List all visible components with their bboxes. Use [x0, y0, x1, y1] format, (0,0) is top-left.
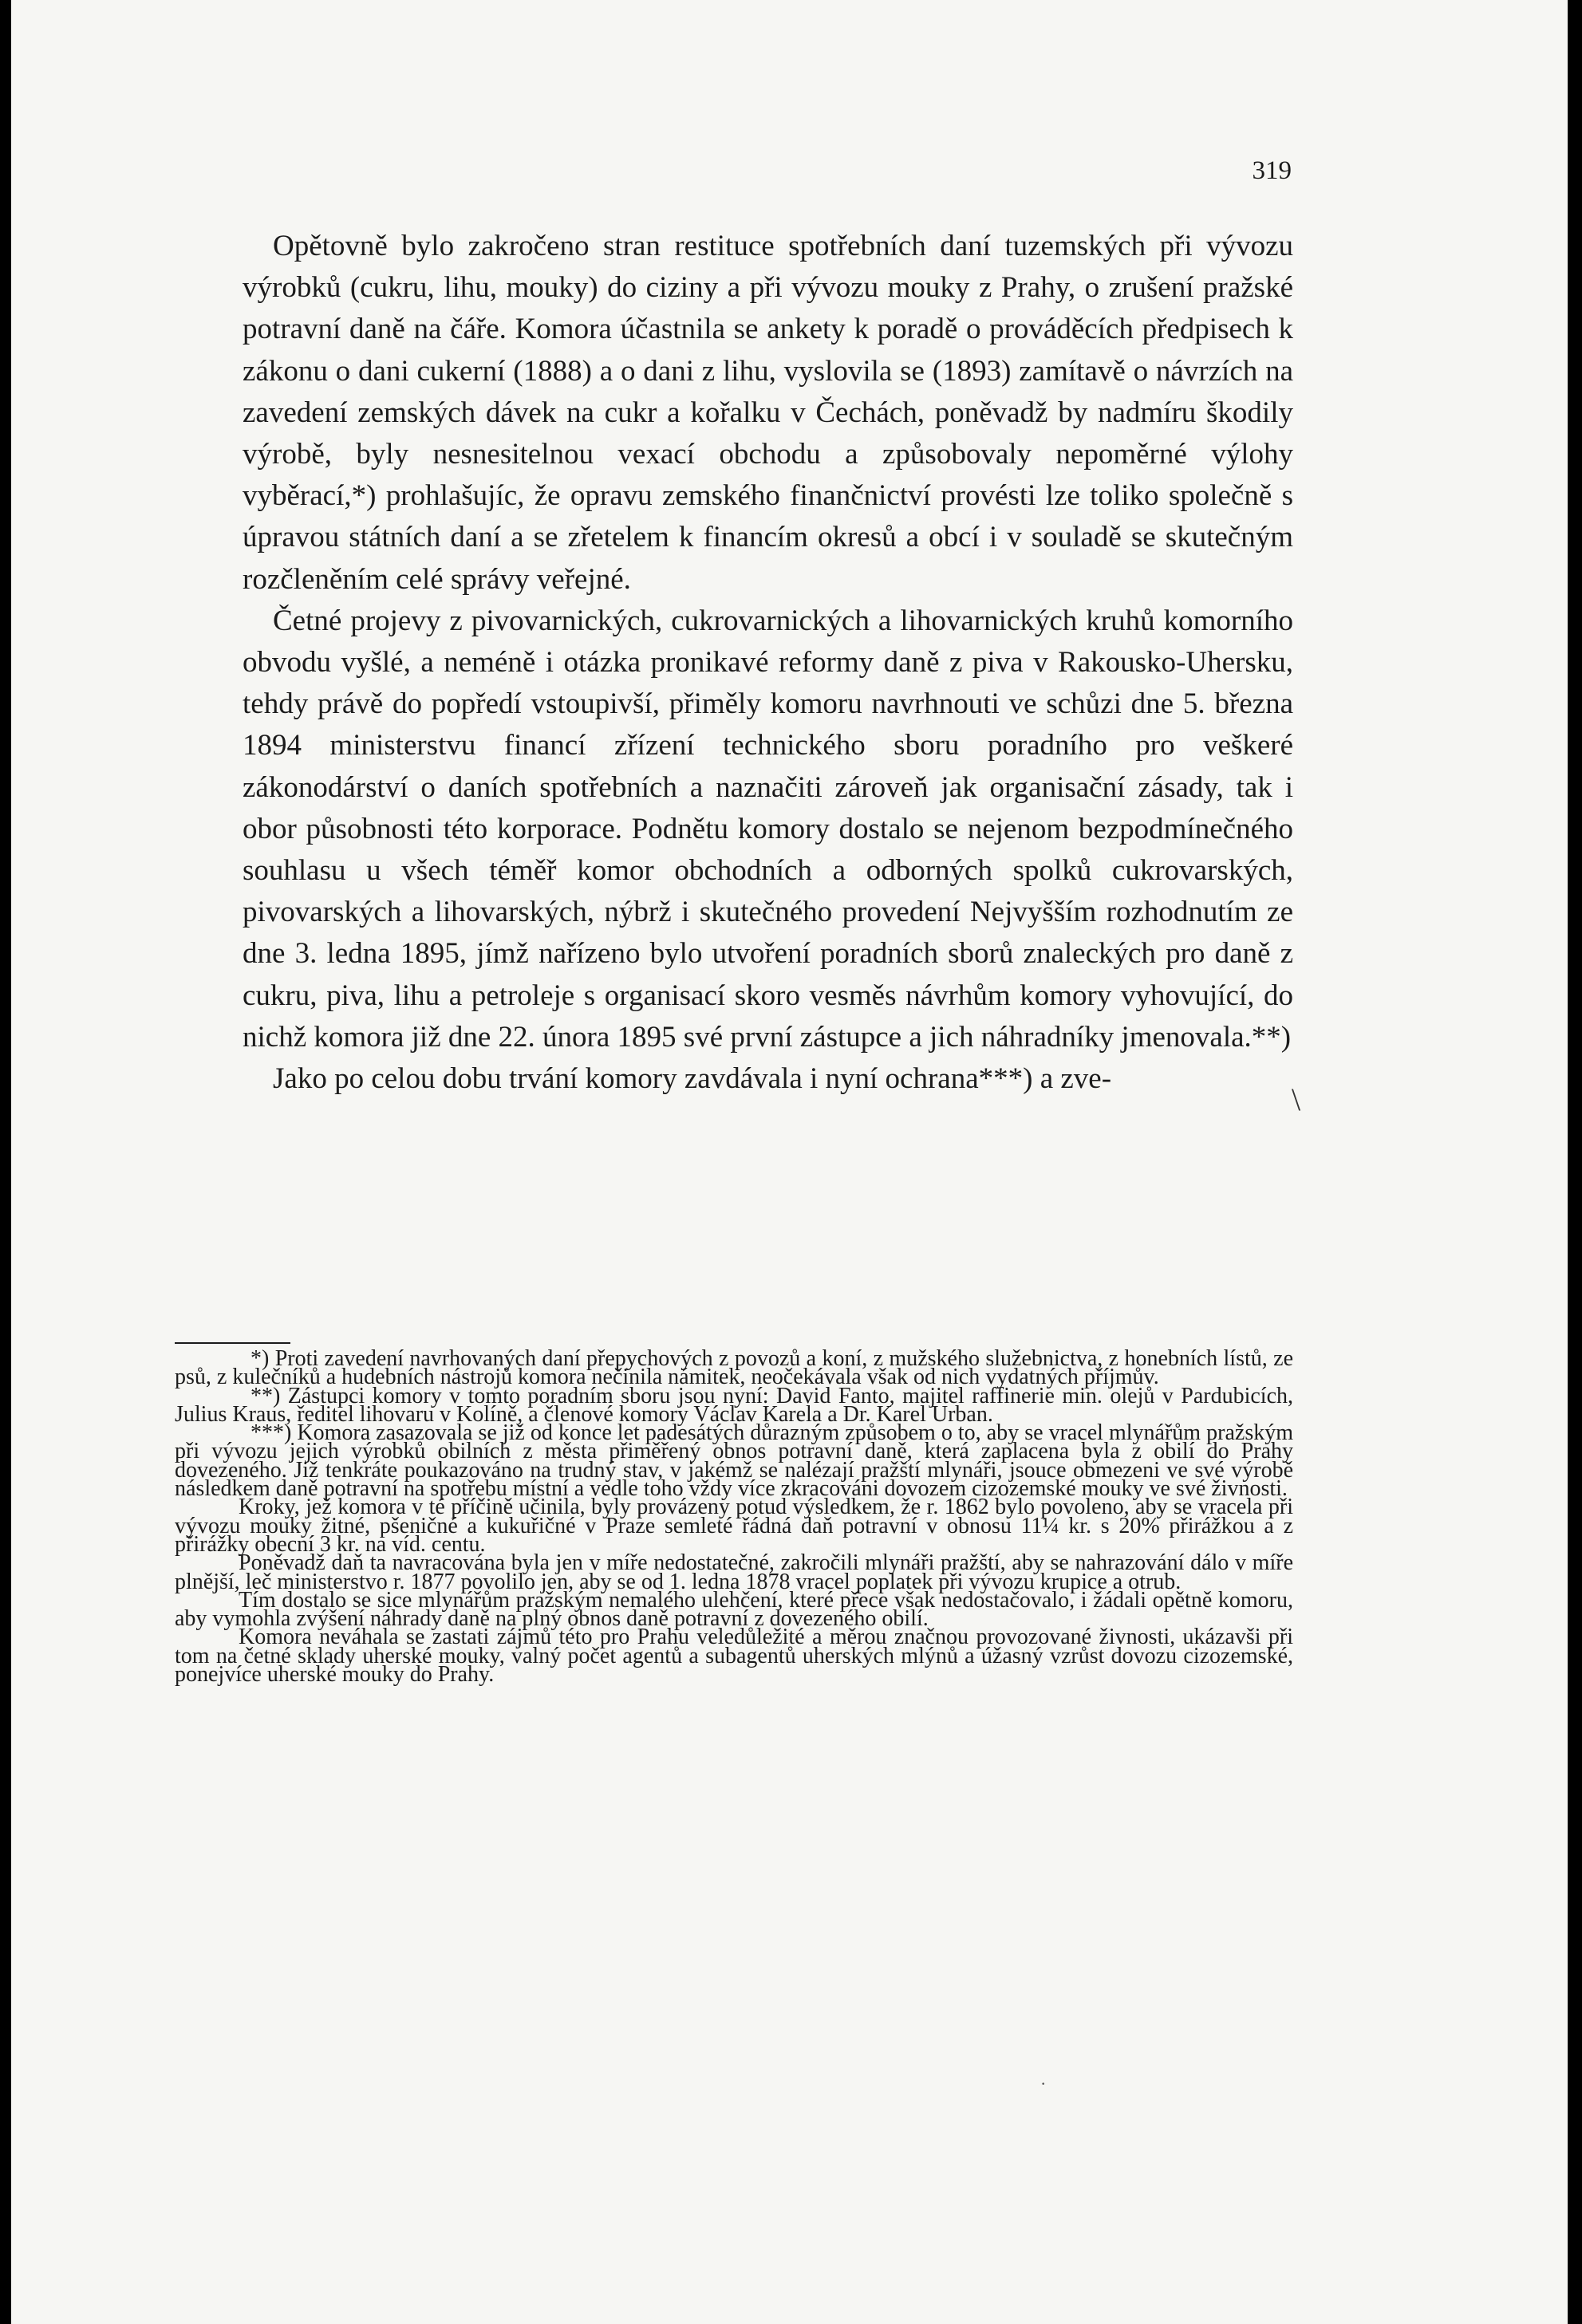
footnote-separator	[175, 1342, 290, 1344]
footnote-3-continuation-2: Poněvadž daň ta navracována byla jen v míře nedostatečné, zakročili mlynáři pražští, aby se nahrazování dálo v míře plnější, leč ministerstvo r. 1877 povolilo jen, aby se od 1. ledna 1878 vracel poplatek při vývozu krupice a otrub.	[175, 1550, 1293, 1594]
scan-speck: ·	[1040, 2074, 1047, 2094]
footnote-3-continuation-4: Komora neváhala se zastati zájmů této pro Prahu veledůležité a měrou značnou provozované živnosti, ukázavši při tom na četné sklady uherské mouky, valný počet agentů a subagentů uherských mlýnů a úžasný vzrůst dovozu cizozemské, ponejvíce uherské mouky do Prahy.	[175, 1625, 1293, 1688]
footnote-3-continuation-1: Kroky, jež komora v té příčině učinila, byly provázeny potud výsledkem, že r. 1862 bylo povoleno, aby se vracela při vývozu mouky žitné, pšeničné a kukuřičné v Praze semleté řádná daň potravní v obnosu 11¼ kr. s 20% přirážkou a z přirážky obecní 3 kr. na víd. centu.	[175, 1495, 1293, 1557]
footnote-2: **) Zástupci komory v tomto poradním sboru jsou nyní: David Fanto, majitel raffinerie min. olejů v Pardubicích, Julius Kraus, ředitel lihovaru v Kolíně, a členové komory Václav Karela a Dr. Karel Urban.	[175, 1383, 1293, 1427]
footnote-1: *) Proti zavedení navrhovaných daní přepychových z povozů a koní, z mužského služebnictva, z honebních lístů, ze psů, z kulečníků a hudebních nástrojů komora nečinila námitek, neočekávala však od nich vydatných příjmův.	[175, 1346, 1293, 1390]
footnotes	[175, 1346, 1293, 1688]
paragraph-excise-restitution: Opětovně bylo zakročeno stran restituce spotřebních daní tuzemských při vývozu výrobků (cukru, lihu, mouky) do ciziny a při vývozu mouky z Prahy, o zrušení pražské potravní daně na čáře. Komora účastnila se ankety k poradě o prováděcích předpisech k zákonu o dani cukerní (1888) a o dani z lihu, vyslovila se (1893) zamítavě o návrzích na zavedení zemských dávek na cukr a kořalku v Čechách, poněvadž by nadmíru škodily výrobě, byly nesnesitelnou vexací obchodu a způsobovaly nepoměrné výlohy vyběrací,*) prohlašujíc, že opravu zemského finančnictví provésti lze toliko společně s úpravou státních daní a se zřetelem k financím okresů a obcí i v souladě se skutečným rozčleněním celé správy veřejné.	[243, 230, 1293, 596]
main-text	[243, 226, 1293, 1100]
paragraph-protection-continued: Jako po celou dobu trvání komory zavdávala i nyní ochrana***) a zve-	[273, 1062, 1112, 1096]
footnote-3: ***) Komora zasazovala se již od konce let padesátých důrazným způsobem o to, aby se vracel mlynářům pražským při vývozu jejich výrobků obilních z města přiměřený obnos potravní daně, která zaplacena byla z obilí do Prahy dovezeného. Již tenkráte poukazováno na trudný stav, v jakémž se nalézají pražští mlynáři, jsouce obmezeni ve své výrobě následkem daně potravní na spotřebu místní a vedle toho vždy více zkracováni dovozem cizozemské mouky ve své živnosti.	[175, 1420, 1293, 1502]
footnote-3-continuation-3: Tím dostalo se sice mlynářům pražským nemalého ulehčení, které přece však nedostačovalo, i žádali opětně komoru, aby vymohla zvýšení náhrady daně na plný obnos daně potravní z dovezeného obilí.	[175, 1587, 1293, 1632]
margin-mark: \	[1292, 1081, 1301, 1117]
paragraph-advisory-board: Četné projevy z pivovarnických, cukrovarnických a lihovarnických kruhů komorního obvodu vyšlé, a neméně i otázka pronikavé reformy daně z piva v Rakousko-Uhersku, tehdy právě do popředí vstoupivší, přiměly komoru navrhnouti ve schůzi dne 5. března 1894 ministerstvu financí zřízení technického sboru poradního pro veškeré zákonodárství o daních spotřebních a naznačiti zároveň jak organisační zásady, tak i obor působnosti této korporace. Podnětu komory dostalo se nejenom bezpodmínečného souhlasu u všech téměř komor obchodních a odborných spolků cukrovarských, pivovarských a lihovarských, nýbrž i skutečného provedení Nejvyšším rozhodnutím ze dne 3. ledna 1895, jímž nařízeno bylo utvoření poradních sborů znaleckých pro daně z cukru, piva, lihu a petroleje s organisací skoro vesměs návrhům komory vyhovující, do nichž komora již dne 22. února 1895 své první zástupce a jich náhradníky jmenovala.**)	[243, 604, 1293, 1054]
page-number: 319	[1252, 156, 1292, 185]
scanned-page	[11, 0, 1568, 2324]
